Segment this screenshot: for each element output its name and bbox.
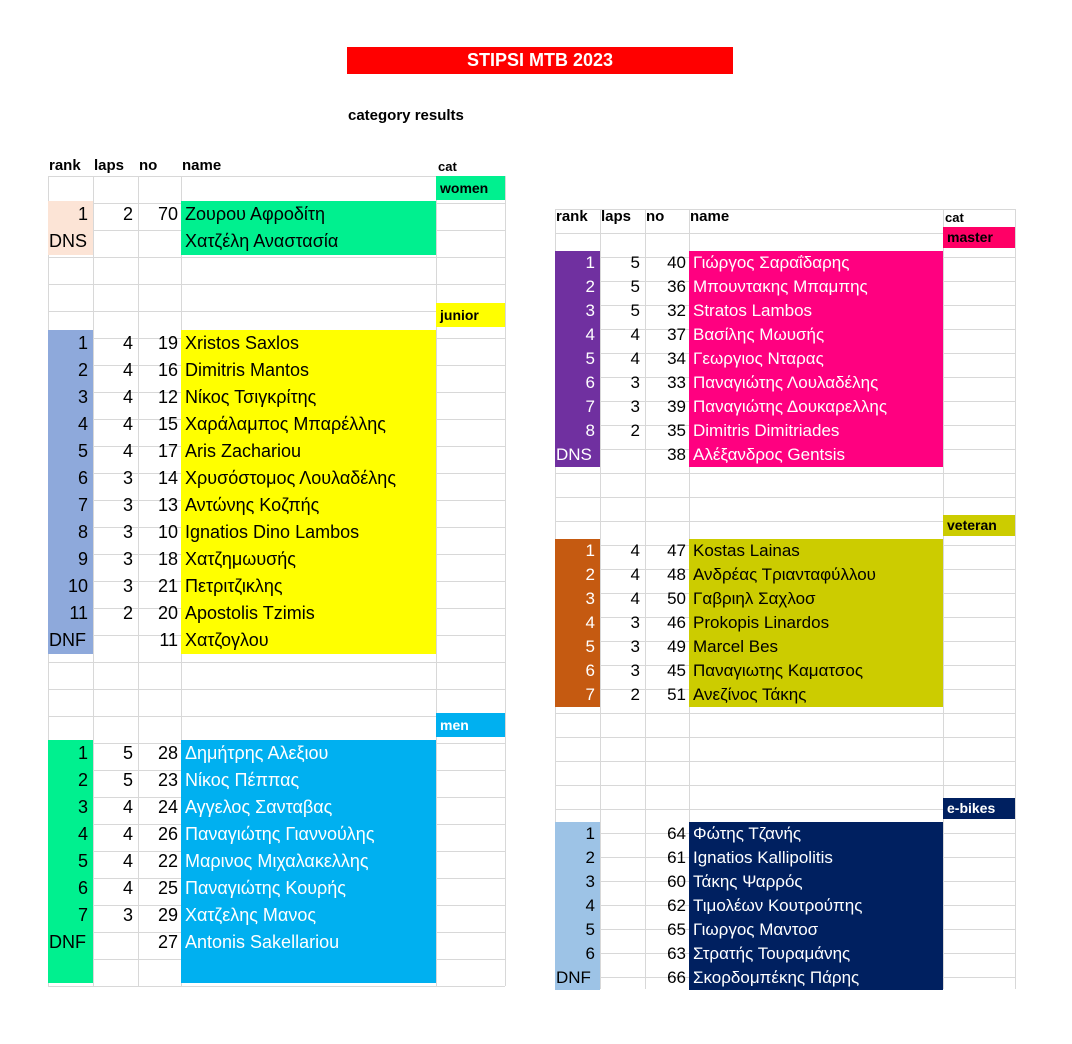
master-name-cell: Αλέξανδρος Gentsis bbox=[693, 445, 846, 464]
ebikes-name-cell: Στρατής Τουραμάνης bbox=[693, 944, 851, 963]
women-no-cell bbox=[138, 228, 178, 255]
veteran-rank-cell: 3 bbox=[585, 589, 595, 608]
men-rank-band-ext bbox=[48, 956, 93, 983]
junior-laps-cell: 4 bbox=[122, 360, 133, 380]
junior-rank-cell: 8 bbox=[77, 522, 88, 542]
junior-no-cell: 21 bbox=[157, 576, 178, 596]
men-laps-cell bbox=[93, 929, 133, 956]
master-laps-cell: 4 bbox=[630, 349, 640, 368]
junior-rank-cell: 9 bbox=[77, 549, 88, 569]
veteran-name-cell: Prokopis Linardos bbox=[693, 613, 830, 632]
women-category-women: women bbox=[436, 176, 505, 200]
junior-no-cell: 15 bbox=[157, 414, 178, 434]
grid-vline bbox=[505, 176, 506, 986]
veteran-laps-cell: 4 bbox=[630, 541, 640, 560]
right-header-rank: rank bbox=[556, 208, 588, 225]
junior-category-junior: junior bbox=[436, 303, 505, 327]
junior-no-cell: 12 bbox=[157, 387, 178, 407]
junior-laps-cell: 3 bbox=[122, 549, 133, 569]
veteran-rank-cell: 6 bbox=[585, 661, 595, 680]
junior-rank-cell: 5 bbox=[77, 441, 88, 461]
master-no-cell: 34 bbox=[667, 349, 686, 368]
junior-laps-cell: 2 bbox=[122, 603, 133, 623]
master-no-cell: 37 bbox=[667, 325, 686, 344]
grid-hline bbox=[555, 761, 1015, 762]
men-laps-cell: 4 bbox=[122, 851, 133, 871]
junior-rank-cell: 2 bbox=[77, 360, 88, 380]
master-no-cell: 32 bbox=[667, 301, 686, 320]
ebikes-no-cell: 66 bbox=[667, 968, 686, 987]
grid-vline bbox=[943, 209, 944, 989]
men-laps-cell: 5 bbox=[122, 743, 133, 763]
men-name-cell: Antonis Sakellariou bbox=[185, 932, 340, 952]
women-laps-cell: 2 bbox=[122, 204, 133, 224]
ebikes-rank-cell: DNF bbox=[556, 968, 591, 987]
junior-name-cell: Χατζογλου bbox=[185, 630, 269, 650]
junior-name-cell: Χρυσόστομος Λουλαδέλης bbox=[185, 468, 396, 488]
junior-name-cell: Apostolis Tzimis bbox=[185, 603, 315, 623]
men-name-cell: Μαρινος Μιχαλακελλης bbox=[185, 851, 369, 871]
master-rank-cell: 2 bbox=[585, 277, 595, 296]
master-rank-cell: 1 bbox=[585, 253, 595, 272]
left-header-name: name bbox=[182, 157, 222, 174]
junior-rank-cell: 4 bbox=[77, 414, 88, 434]
veteran-laps-cell: 2 bbox=[630, 685, 640, 704]
veteran-name-cell: Ανεζίνος Τάκης bbox=[693, 685, 807, 704]
men-laps-cell: 3 bbox=[122, 905, 133, 925]
master-laps-cell: 3 bbox=[630, 373, 640, 392]
junior-laps-cell: 3 bbox=[122, 495, 133, 515]
veteran-rank-cell: 7 bbox=[585, 685, 595, 704]
master-name-cell: Γιώργος Σαραΐδαρης bbox=[693, 253, 850, 272]
grid-hline bbox=[555, 737, 1015, 738]
ebikes-laps-cell bbox=[600, 942, 640, 966]
junior-rank-cell: DNF bbox=[49, 630, 86, 650]
junior-no-cell: 17 bbox=[157, 441, 178, 461]
right-header-cat: cat bbox=[945, 210, 964, 225]
master-laps-cell: 5 bbox=[630, 277, 640, 296]
master-no-cell: 36 bbox=[667, 277, 686, 296]
veteran-rank-cell: 4 bbox=[585, 613, 595, 632]
women-no-cell: 70 bbox=[157, 204, 178, 224]
junior-laps-cell: 4 bbox=[122, 333, 133, 353]
junior-no-cell: 10 bbox=[157, 522, 178, 542]
veteran-laps-cell: 3 bbox=[630, 661, 640, 680]
ebikes-no-cell: 62 bbox=[667, 896, 686, 915]
junior-name-cell: Aris Zachariou bbox=[185, 441, 302, 461]
grid-hline bbox=[555, 785, 1015, 786]
men-name-cell: Παναγιώτης Κουρής bbox=[185, 878, 346, 898]
men-laps-cell: 4 bbox=[122, 824, 133, 844]
master-no-cell: 35 bbox=[667, 421, 686, 440]
master-name-cell: Παναγιώτης Λουλαδέλης bbox=[693, 373, 879, 392]
master-rank-cell: 5 bbox=[585, 349, 595, 368]
master-name-cell: Stratos Lambos bbox=[693, 301, 813, 320]
right-header-laps: laps bbox=[601, 208, 632, 225]
master-no-cell: 39 bbox=[667, 397, 686, 416]
veteran-laps-cell: 3 bbox=[630, 637, 640, 656]
men-rank-cell: 7 bbox=[77, 905, 88, 925]
ebikes-name-cell: Τάκης Ψαρρός bbox=[693, 872, 803, 891]
veteran-no-cell: 46 bbox=[667, 613, 686, 632]
right-header-name: name bbox=[690, 208, 730, 225]
men-category-men: men bbox=[436, 713, 505, 737]
junior-rank-cell: 10 bbox=[67, 576, 88, 596]
left-header-no: no bbox=[139, 157, 158, 174]
master-laps-cell: 5 bbox=[630, 301, 640, 320]
veteran-no-cell: 48 bbox=[667, 565, 686, 584]
master-no-cell: 40 bbox=[667, 253, 686, 272]
grid-hline bbox=[555, 497, 1015, 498]
ebikes-name-cell: Ignatios Kallipolitis bbox=[693, 848, 833, 867]
junior-no-cell: 11 bbox=[159, 630, 178, 650]
master-name-cell: Βασίλης Μωυσής bbox=[693, 325, 825, 344]
left-header-laps: laps bbox=[94, 157, 125, 174]
veteran-rank-cell: 5 bbox=[585, 637, 595, 656]
ebikes-rank-cell: 1 bbox=[585, 824, 595, 843]
women-name-cell: Ζουρου Αφροδίτη bbox=[185, 204, 326, 224]
veteran-no-cell: 47 bbox=[667, 541, 686, 560]
master-laps-cell: 4 bbox=[630, 325, 640, 344]
veteran-rank-cell: 1 bbox=[585, 541, 595, 560]
men-rank-cell: 1 bbox=[77, 743, 88, 763]
veteran-name-cell: Kostas Lainas bbox=[693, 541, 800, 560]
ebikes-name-cell: Γιωργος Μαντοσ bbox=[693, 920, 819, 939]
men-no-cell: 29 bbox=[157, 905, 178, 925]
men-no-cell: 27 bbox=[157, 932, 178, 952]
men-name-cell: Παναγιώτης Γιαννούλης bbox=[185, 824, 375, 844]
junior-name-cell: Χαράλαμπος Μπαρέλλης bbox=[185, 414, 386, 434]
men-no-cell: 28 bbox=[157, 743, 178, 763]
women-laps-cell bbox=[93, 228, 133, 255]
grid-hline bbox=[555, 713, 1015, 714]
master-rank-cell: 8 bbox=[585, 421, 595, 440]
junior-laps-cell: 3 bbox=[122, 468, 133, 488]
veteran-laps-cell: 4 bbox=[630, 565, 640, 584]
men-name-cell: Αγγελος Σανταβας bbox=[185, 797, 333, 817]
ebikes-laps-cell bbox=[600, 846, 640, 870]
veteran-laps-cell: 4 bbox=[630, 589, 640, 608]
veteran-name-cell: Ανδρέας Τριανταφύλλου bbox=[693, 565, 876, 584]
master-rank-cell: 6 bbox=[585, 373, 595, 392]
men-laps-cell: 4 bbox=[122, 797, 133, 817]
ebikes-laps-cell bbox=[600, 966, 640, 990]
women-rank-cell: 1 bbox=[77, 204, 88, 224]
men-rank-cell: DNF bbox=[49, 932, 86, 952]
ebikes-name-cell: Σκορδομπέκης Πάρης bbox=[693, 968, 860, 987]
master-category-master: master bbox=[943, 227, 1015, 248]
master-name-cell: Παναγιώτης Δουκαρελλης bbox=[693, 397, 888, 416]
junior-no-cell: 14 bbox=[157, 468, 178, 488]
men-name-cell: Χατζελης Μανος bbox=[185, 905, 317, 925]
master-rank-cell: 7 bbox=[585, 397, 595, 416]
master-laps-cell: 5 bbox=[630, 253, 640, 272]
junior-no-cell: 20 bbox=[157, 603, 178, 623]
ebikes-rank-cell: 5 bbox=[585, 920, 595, 939]
junior-rank-cell: 7 bbox=[77, 495, 88, 515]
master-name-cell: Dimitris Dimitriades bbox=[693, 421, 840, 440]
veteran-rank-cell: 2 bbox=[585, 565, 595, 584]
junior-laps-cell: 3 bbox=[122, 522, 133, 542]
junior-name-cell: Νίκος Τσιγκρίτης bbox=[185, 387, 317, 407]
page-subtitle: category results bbox=[348, 107, 464, 124]
junior-name-cell: Xristos Saxlos bbox=[185, 333, 300, 353]
ebikes-laps-cell bbox=[600, 918, 640, 942]
men-name-band-ext bbox=[181, 956, 436, 983]
junior-rank-cell: 1 bbox=[77, 333, 88, 353]
master-rank-cell: 4 bbox=[585, 325, 595, 344]
master-no-cell: 38 bbox=[667, 445, 686, 464]
junior-laps-cell: 4 bbox=[122, 387, 133, 407]
women-rank-cell: DNS bbox=[49, 231, 88, 251]
men-name-cell: Δημήτρης Αλεξιου bbox=[185, 743, 329, 763]
veteran-laps-cell: 3 bbox=[630, 613, 640, 632]
men-rank-cell: 4 bbox=[77, 824, 88, 844]
junior-rank-cell: 11 bbox=[69, 603, 88, 623]
master-rank-cell: DNS bbox=[556, 445, 592, 464]
men-rank-cell: 5 bbox=[77, 851, 88, 871]
grid-vline bbox=[1015, 209, 1016, 989]
junior-no-cell: 13 bbox=[157, 495, 178, 515]
junior-laps-cell: 3 bbox=[122, 576, 133, 596]
men-rank-cell: 6 bbox=[77, 878, 88, 898]
junior-no-cell: 16 bbox=[157, 360, 178, 380]
master-laps-cell bbox=[600, 443, 640, 467]
men-rank-cell: 2 bbox=[77, 770, 88, 790]
junior-laps-cell: 4 bbox=[122, 441, 133, 461]
junior-name-cell: Χατζημωυσής bbox=[185, 549, 296, 569]
men-no-cell: 23 bbox=[157, 770, 178, 790]
junior-rank-cell: 3 bbox=[77, 387, 88, 407]
master-name-cell: Μπουντακης Μπαμπης bbox=[693, 277, 868, 296]
ebikes-no-cell: 60 bbox=[667, 872, 686, 891]
ebikes-no-cell: 63 bbox=[667, 944, 686, 963]
veteran-no-cell: 51 bbox=[667, 685, 686, 704]
veteran-name-cell: Marcel Bes bbox=[693, 637, 779, 656]
ebikes-rank-cell: 4 bbox=[585, 896, 595, 915]
men-name-cell: Νίκος Πέππας bbox=[185, 770, 300, 790]
ebikes-laps-cell bbox=[600, 870, 640, 894]
master-no-cell: 33 bbox=[667, 373, 686, 392]
ebikes-name-cell: Τιμολέων Κουτρούπης bbox=[693, 896, 863, 915]
veteran-name-cell: Παναγιωτης Καματσος bbox=[693, 661, 864, 680]
master-laps-cell: 3 bbox=[630, 397, 640, 416]
ebikes-no-cell: 65 bbox=[667, 920, 686, 939]
ebikes-rank-cell: 3 bbox=[585, 872, 595, 891]
master-rank-cell: 3 bbox=[585, 301, 595, 320]
veteran-no-cell: 49 bbox=[667, 637, 686, 656]
junior-name-cell: Ignatios Dino Lambos bbox=[185, 522, 360, 542]
ebikes-name-cell: Φώτης Τζανής bbox=[693, 824, 802, 843]
left-header-cat: cat bbox=[438, 159, 457, 174]
men-no-cell: 26 bbox=[157, 824, 178, 844]
ebikes-category-e-bikes: e-bikes bbox=[943, 798, 1015, 819]
junior-laps-cell: 4 bbox=[122, 414, 133, 434]
ebikes-no-cell: 64 bbox=[667, 824, 686, 843]
page-title: STIPSI MTB 2023 bbox=[347, 47, 733, 74]
junior-laps-cell bbox=[93, 627, 133, 654]
grid-vline bbox=[436, 176, 437, 986]
ebikes-laps-cell bbox=[600, 894, 640, 918]
women-name-cell: Χατζέλη Αναστασία bbox=[185, 231, 339, 251]
veteran-name-cell: Γαβριηλ Σαχλοσ bbox=[693, 589, 816, 608]
ebikes-laps-cell bbox=[600, 822, 640, 846]
veteran-no-cell: 50 bbox=[667, 589, 686, 608]
junior-name-cell: Αντώνης Κοζπής bbox=[185, 495, 320, 515]
junior-name-cell: Πετριτζικλης bbox=[185, 576, 283, 596]
men-no-cell: 25 bbox=[157, 878, 178, 898]
ebikes-rank-cell: 2 bbox=[585, 848, 595, 867]
men-no-cell: 22 bbox=[157, 851, 178, 871]
men-laps-cell: 4 bbox=[122, 878, 133, 898]
master-laps-cell: 2 bbox=[630, 421, 640, 440]
junior-name-cell: Dimitris Mantos bbox=[185, 360, 310, 380]
veteran-category-veteran: veteran bbox=[943, 515, 1015, 536]
junior-no-cell: 19 bbox=[157, 333, 178, 353]
men-no-cell: 24 bbox=[157, 797, 178, 817]
ebikes-rank-cell: 6 bbox=[585, 944, 595, 963]
right-header-no: no bbox=[646, 208, 665, 225]
men-laps-cell: 5 bbox=[122, 770, 133, 790]
grid-hline bbox=[48, 986, 505, 987]
veteran-no-cell: 45 bbox=[667, 661, 686, 680]
master-name-cell: Γεωργιος Νταρας bbox=[693, 349, 824, 368]
junior-rank-cell: 6 bbox=[77, 468, 88, 488]
left-header-rank: rank bbox=[49, 157, 81, 174]
junior-no-cell: 18 bbox=[157, 549, 178, 569]
grid-hline bbox=[555, 473, 1015, 474]
men-rank-cell: 3 bbox=[77, 797, 88, 817]
ebikes-no-cell: 61 bbox=[667, 848, 686, 867]
